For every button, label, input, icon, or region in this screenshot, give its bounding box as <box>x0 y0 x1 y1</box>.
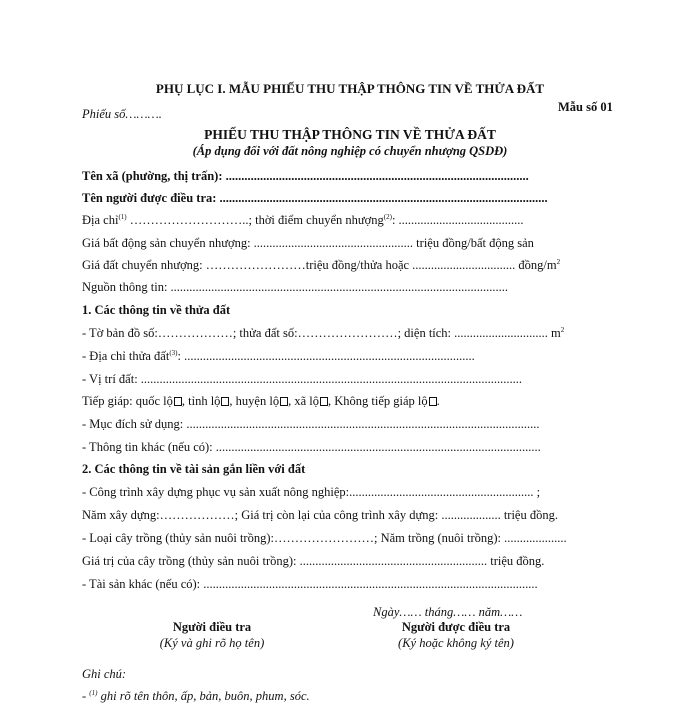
checkbox-icon <box>280 397 288 406</box>
checkbox-icon <box>320 397 328 406</box>
purpose-field: - Mục đích sử dụng: ................................................................................................................. <box>82 417 540 431</box>
map-sheet-field <box>82 325 564 341</box>
date-line: Ngày…… tháng…… năm…… <box>373 605 523 619</box>
address-label: Địa chỉ <box>82 213 119 227</box>
checkbox-icon <box>221 397 229 406</box>
address-footnote-2: (2) <box>383 213 392 221</box>
surveyor-signature-block <box>112 619 312 651</box>
crop-type-field: - Loại cây trồng (thủy sản nuôi trồng):……………………; Năm trồng (nuôi trồng): .................... <box>82 531 567 545</box>
crop-value-field: Giá trị của cây trồng (thủy sản nuôi trồng): ............................................................ triệu đồng. <box>82 554 545 568</box>
surveyed-title: Người được điều tra <box>401 620 511 634</box>
land-price-unit-sup: 2 <box>556 258 561 266</box>
checkbox-icon <box>429 397 437 406</box>
other-info-field: - Thông tin khác (nếu có): ........................................................................................................ <box>82 440 541 454</box>
checkbox-icon <box>174 397 182 406</box>
note-1-footnote: (1) <box>89 689 98 697</box>
parcel-address-dots: : ............................................................................................. <box>177 349 475 363</box>
appendix-title: PHỤ LỤC I. MẪU PHIẾU THU THẬP THÔNG TIN VỀ THỬA ĐẤT <box>155 81 545 96</box>
land-price-field <box>82 257 560 273</box>
section1-heading: 1. Các thông tin về thửa đất <box>82 303 231 317</box>
map-sheet-text: - Tờ bản đồ số:………………; thửa đất số:……………………; diện tích: .............................. m <box>82 326 561 340</box>
section2-heading: 2. Các thông tin về tài sản gắn liền với đất <box>82 462 306 476</box>
build-year-field: Năm xây dựng:………………; Giá trị còn lại của công trình xây dựng: ................... triệu đồng. <box>82 508 558 522</box>
parcel-address-footnote: (3) <box>169 349 178 357</box>
surveyed-note: (Ký hoặc không ký tên) <box>398 636 514 650</box>
adjacency-district-road: huyện lộ , <box>235 394 292 408</box>
adjacency-none: Không tiếp giáp lộ . <box>334 394 440 408</box>
area-unit-sup: 2 <box>560 326 565 334</box>
form-title: PHIẾU THU THẬP THÔNG TIN VỀ THỬA ĐẤT <box>204 127 496 142</box>
parcel-address-label: - Địa chỉ thửa đất <box>82 349 170 363</box>
adjacency-label: Tiếp giáp: <box>82 394 133 408</box>
surveyed-person-field: Tên người được điều tra: ......................................................................................................... <box>82 191 548 205</box>
land-price-text: Giá đất chuyển nhượng: ……………………triệu đồng/thửa hoặc ................................. đồng/m <box>82 258 557 272</box>
commune-field: Tên xã (phường, thị trấn): ................................................................................................. <box>82 169 529 183</box>
address-field <box>82 212 524 228</box>
note-1-text: ghi rõ tên thôn, ấp, bản, buôn, phum, sóc. <box>97 689 310 703</box>
other-assets-field: - Tài sản khác (nếu có): ........................................................................................................... <box>82 577 538 591</box>
adjacency-provincial-road: tỉnh lộ , <box>188 394 233 408</box>
construction-field: - Công trình xây dựng phục vụ sản xuất nông nghiệp:........................................................... ; <box>82 485 541 499</box>
address-middle: ………………………..; thời điểm chuyển nhượng <box>126 213 384 227</box>
adjacency-field <box>82 393 440 409</box>
surveyor-title: Người điều tra <box>172 620 252 634</box>
form-subtitle: (Áp dụng đối với đất nông nghiệp có chuyển nhượng QSDĐ) <box>192 144 508 158</box>
adjacency-national-road: quốc lộ , <box>135 394 185 408</box>
info-source-field: Nguồn thông tin: ............................................................................................................ <box>82 280 509 294</box>
parcel-address-field <box>82 348 475 364</box>
surveyed-signature-block <box>356 619 556 651</box>
address-footnote-1: (1) <box>118 213 127 221</box>
note-1: - $^{(1)}$ ghi rõ tên thôn, ấp, bản, buôn, phum, sóc. <box>82 689 310 703</box>
surveyor-note: (Ký và ghi rõ họ tên) <box>159 636 265 650</box>
notes-heading: Ghi chú: <box>82 667 127 681</box>
real-estate-price-field: Giá bất động sản chuyển nhượng: ................................................... triệu đồng/bất động sản <box>82 236 534 250</box>
address-end: : ........................................ <box>391 213 524 227</box>
form-number: Mẫu số 01 <box>558 100 613 114</box>
adjacency-commune-road: xã lộ , <box>294 394 332 408</box>
slip-number: Phiếu số………. <box>82 107 162 121</box>
location-field: - Vị trí đất: .......................................................................................................................... <box>82 372 523 386</box>
